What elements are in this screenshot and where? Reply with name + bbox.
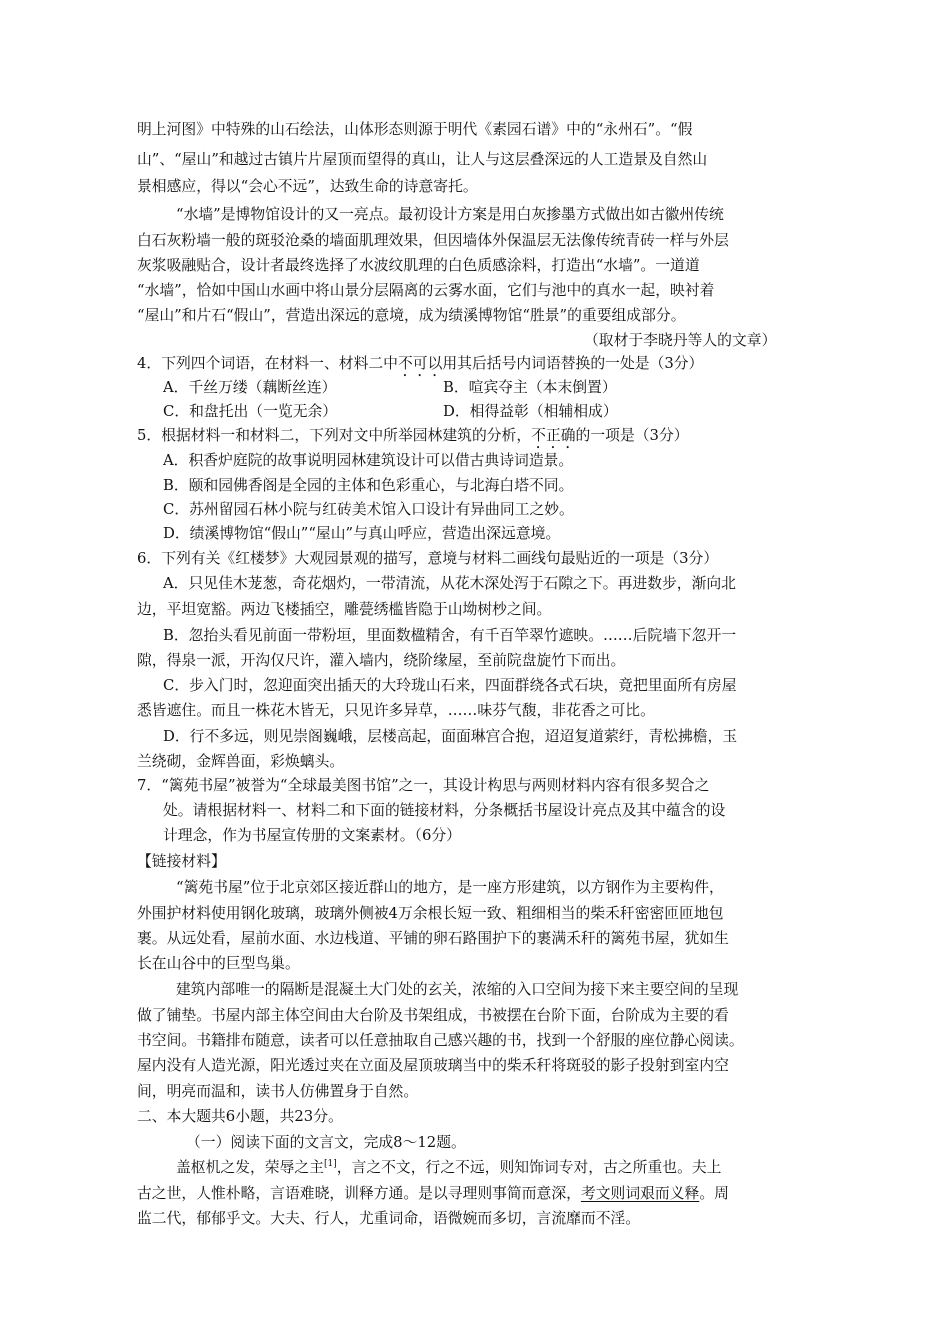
- option-d: D．绩溪博物馆“假山”“屋山”与真山呼应，营造出深远意境。: [163, 525, 561, 542]
- option-b-cont: 隙，得泉一派，开沟仅尺许，灌入墙内，绕阶缘屋，至前院盘旋竹下而出。: [137, 652, 626, 669]
- passage-line: “篱苑书屋”位于北京郊区接近群山的地方，是一座方形建筑，以方钢作为主要构件，: [176, 879, 724, 896]
- option-c: C．和盘托出（一览无余）: [163, 403, 338, 420]
- option-a: A．积香炉庭院的故事说明园林建筑设计可以借古典诗词造景。: [163, 452, 574, 469]
- passage-line: 间，明亮而温和，读书人仿佛置身于自然。: [137, 1083, 419, 1100]
- passage-line: 灰浆吸融贴合，设计者最终选择了水波纹肌理的白色质感涂料，打造出“水墙”。一道道: [137, 257, 700, 274]
- footnote-marker: [1]: [323, 1159, 337, 1170]
- passage-line: 明上河图》中特殊的山石绘法，山体形态则源于明代《素园石谱》中的“永州石”。“假: [137, 121, 693, 138]
- question-5-stem: 5．根据材料一和材料二，下列对文中所举园林建筑的分析，不正确的一项是（3分）: [137, 427, 689, 444]
- option-d: D．行不多远，则见崇阁巍峨，层楼高起，面面琳宫合抱，迢迢复道萦纡，青松拂檐，玉: [163, 728, 738, 745]
- option-d: D．相得益彰（相辅相成）: [443, 403, 618, 420]
- question-4-options-row: [163, 402, 618, 422]
- source-note: （取材于李晓丹等人的文章）: [584, 332, 777, 349]
- passage-line: “水墙”，恰如中国山水画中将山景分层隔离的云雾水面，它们与池中的真水一起，映衬着: [137, 282, 715, 299]
- section-heading: 二、本大题共6小题，共23分。: [137, 1108, 343, 1125]
- option-b: B．忽抬头看见前面一带粉垣，里面数楹精舍，有千百竿翠竹遮映。……后院墙下忽开一: [163, 627, 737, 644]
- option-a-cont: 边，平坦宽豁。两边飞楼插空，雕甍绣槛皆隐于山坳树杪之间。: [137, 601, 552, 618]
- classical-line: 古之世，人惟朴略，言语难晓，训释方通。是以寻理则事简而意深，考文则词艰而义释。周: [137, 1185, 729, 1202]
- option-b: B．喧宾夺主（本末倒置）: [443, 379, 617, 396]
- passage-line: 景相感应，得以“会心不远”，达致生命的诗意寄托。: [137, 178, 478, 195]
- passage-line: 裹。从远处看，屋前水面、水边栈道、平铺的卵石路围护下的裹满禾秆的篱苑书屋，犹如生: [137, 930, 729, 947]
- passage-line: 外围护材料使用钢化玻璃，玻璃外侧被4万余根长短一致、粗细相当的柴禾秆密密匝匝地包: [137, 905, 724, 922]
- option-d-cont: 兰绕砌，金辉兽面，彩焕螭头。: [137, 753, 345, 770]
- link-material-title: 【链接材料】: [137, 853, 226, 870]
- option-b: B．颐和园佛香阁是全园的主体和色彩重心，与北海白塔不同。: [163, 477, 574, 494]
- passage-line: 建筑内部唯一的隔断是混凝土大门处的玄关，浓缩的入口空间为接下来主要空间的呈现: [176, 981, 739, 998]
- question-4-options-row: [163, 378, 617, 398]
- passage-line: 长在山谷中的巨型鸟巢。: [137, 955, 300, 972]
- question-6-stem: 6．下列有关《红楼梦》大观园景观的描写，意境与材料二画线句最贴近的一项是（3分）: [137, 550, 719, 567]
- option-c: C．苏州留园石林小院与红砖美术馆入口设计有异曲同工之妙。: [163, 501, 574, 518]
- emphasis-text: 不正确: [531, 427, 576, 444]
- option-c: C．步入门时，忽迎面突出插天的大玲珑山石来，四面群绕各式石块，竟把里面所有房屋: [163, 677, 737, 694]
- option-a: A．只见佳木茏葱，奇花烟灼，一带清流，从花木深处泻于石隙之下。再进数步，渐向北: [163, 575, 736, 592]
- question-7-stem-cont: 计理念，作为书屋宣传册的文案素材。（6分）: [163, 827, 461, 844]
- question-4-stem: 4．下列四个词语，在材料一、材料二中不可以用其后括号内词语替换的一处是（3分）: [137, 355, 704, 372]
- passage-line: 白石灰粉墙一般的斑驳沧桑的墙面肌理效果，但因墙体外保温层无法像传统青砖一样与外层: [137, 232, 729, 249]
- option-c-cont: 悉皆遮住。而且一株花木皆无，只见许多异草，……味芬气馥，非花香之可比。: [137, 702, 655, 719]
- option-a: A．千丝万缕（藕断丝连）: [163, 379, 337, 396]
- passage-line: 山”、“屋山”和越过古镇片片屋顶而望得的真山，让人与这层叠深远的人工造景及自然山: [137, 151, 708, 168]
- question-7-stem: 7．“篱苑书屋”被誉为“全球最美图书馆”之一，其设计构思与两则材料内容有很多契合之: [137, 777, 710, 794]
- classical-line: 盖枢机之发，荣辱之主[1]，言之不文，行之不远，则知饰词专对，古之所重也。夫上: [176, 1159, 722, 1176]
- passage-line: “屋山”和片石“假山”，营造出深远的意境，成为绩溪博物馆“胜景”的重要组成部分。: [137, 307, 686, 324]
- passage-line: 屋内没有人造光源，阳光透过夹在立面及屋顶玻璃当中的柴禾秆将斑驳的影子投射到室内空: [137, 1057, 729, 1074]
- passage-line: 做了铺垫。书屋内部主体空间由大台阶及书架组成，书被摆在台阶下面，台阶成为主要的看: [137, 1007, 729, 1024]
- passage-line: “水墙”是博物馆设计的又一亮点。最初设计方案是用白灰掺墨方式做出如古徽州传统: [176, 206, 724, 223]
- underlined-sentence: 考文则词艰而义释: [580, 1185, 700, 1202]
- passage-line: 书空间。书籍排布随意，读者可以任意抽取自己感兴趣的书，找到一个舒服的座位静心阅读。: [137, 1032, 744, 1049]
- emphasis-text: 不可以: [397, 355, 443, 372]
- subsection-heading: （一）阅读下面的文言文，完成8～12题。: [186, 1134, 466, 1151]
- classical-line: 监二代，郁郁乎文。大夫、行人，尤重词命，语微婉而多切，言流靡而不淫。: [137, 1210, 641, 1227]
- question-7-stem-cont: 处。请根据材料一、材料二和下面的链接材料，分条概括书屋设计亮点及其中蕴含的设: [163, 802, 726, 819]
